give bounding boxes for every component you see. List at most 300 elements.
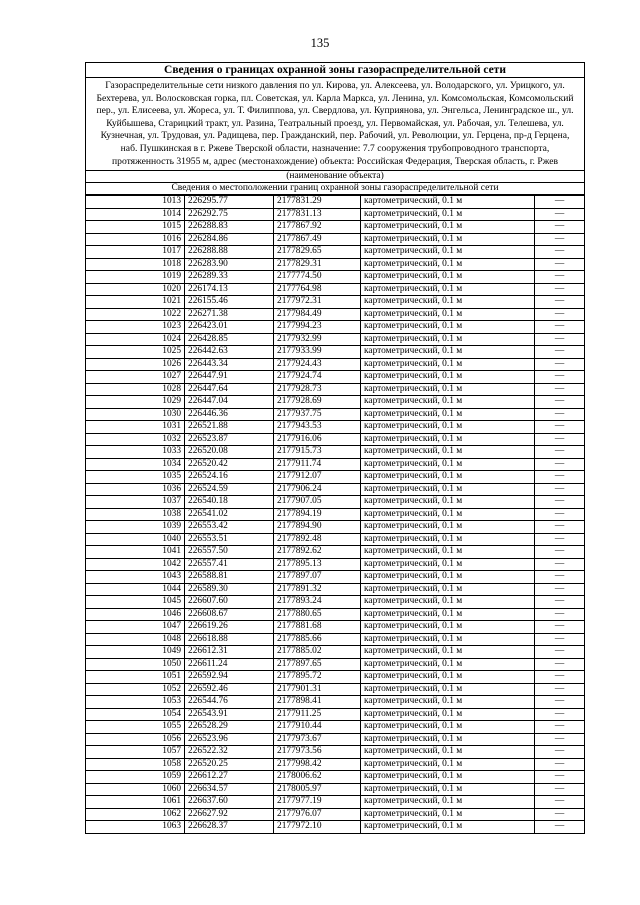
method-cell: картометрический, 0.1 м [361, 521, 535, 534]
x-coordinate-cell: 226288.83 [185, 221, 274, 234]
table-row [86, 308, 585, 321]
note-cell: — [535, 721, 585, 734]
note-cell: — [535, 483, 585, 496]
y-coordinate-cell: 2177895.72 [274, 671, 361, 684]
x-coordinate-cell: 226288.88 [185, 246, 274, 259]
point-number-cell: 1054 [86, 708, 185, 721]
point-number-cell: 1027 [86, 371, 185, 384]
table-row [86, 496, 585, 509]
point-number-cell: 1045 [86, 596, 185, 609]
note-cell: — [535, 533, 585, 546]
x-coordinate-cell: 226271.38 [185, 308, 274, 321]
y-coordinate-cell: 2177897.07 [274, 571, 361, 584]
point-number-cell: 1037 [86, 496, 185, 509]
x-coordinate-cell: 226612.27 [185, 771, 274, 784]
note-cell: — [535, 271, 585, 284]
method-cell: картометрический, 0.1 м [361, 458, 535, 471]
table-row [86, 671, 585, 684]
x-coordinate-cell: 226292.75 [185, 208, 274, 221]
table-row [86, 321, 585, 334]
x-coordinate-cell: 226637.60 [185, 796, 274, 809]
note-cell: — [535, 233, 585, 246]
point-number-cell: 1025 [86, 346, 185, 359]
x-coordinate-cell: 226592.94 [185, 671, 274, 684]
table-row [86, 233, 585, 246]
x-coordinate-cell: 226612.31 [185, 646, 274, 659]
table-row [86, 258, 585, 271]
y-coordinate-cell: 2177867.49 [274, 233, 361, 246]
x-coordinate-cell: 226553.42 [185, 521, 274, 534]
method-cell: картометрический, 0.1 м [361, 196, 535, 209]
y-coordinate-cell: 2177881.68 [274, 621, 361, 634]
method-cell: картометрический, 0.1 м [361, 783, 535, 796]
point-number-cell: 1042 [86, 558, 185, 571]
method-cell: картометрический, 0.1 м [361, 708, 535, 721]
table-row [86, 546, 585, 559]
document-body [85, 62, 585, 834]
note-cell: — [535, 471, 585, 484]
point-number-cell: 1030 [86, 408, 185, 421]
y-coordinate-cell: 2177911.25 [274, 708, 361, 721]
y-coordinate-cell: 2177912.07 [274, 471, 361, 484]
table-row [86, 646, 585, 659]
x-coordinate-cell: 226295.77 [185, 196, 274, 209]
x-coordinate-cell: 226607.60 [185, 596, 274, 609]
y-coordinate-cell: 2177885.66 [274, 633, 361, 646]
table-row [86, 458, 585, 471]
y-coordinate-cell: 2177901.31 [274, 683, 361, 696]
method-cell: картометрический, 0.1 м [361, 383, 535, 396]
point-number-cell: 1057 [86, 746, 185, 759]
method-cell: картометрический, 0.1 м [361, 321, 535, 334]
x-coordinate-cell: 226523.87 [185, 433, 274, 446]
x-coordinate-cell: 226627.92 [185, 808, 274, 821]
method-cell: картометрический, 0.1 м [361, 733, 535, 746]
y-coordinate-cell: 2178005.97 [274, 783, 361, 796]
note-cell: — [535, 508, 585, 521]
note-cell: — [535, 821, 585, 834]
x-coordinate-cell: 226524.59 [185, 483, 274, 496]
x-coordinate-cell: 226524.16 [185, 471, 274, 484]
x-coordinate-cell: 226423.01 [185, 321, 274, 334]
y-coordinate-cell: 2177898.41 [274, 696, 361, 709]
y-coordinate-cell: 2177924.43 [274, 358, 361, 371]
x-coordinate-cell: 226544.76 [185, 696, 274, 709]
method-cell: картометрический, 0.1 м [361, 821, 535, 834]
method-cell: картометрический, 0.1 м [361, 358, 535, 371]
point-number-cell: 1043 [86, 571, 185, 584]
note-cell: — [535, 333, 585, 346]
y-coordinate-cell: 2177764.98 [274, 283, 361, 296]
point-number-cell: 1031 [86, 421, 185, 434]
table-row [86, 371, 585, 384]
table-row [86, 808, 585, 821]
note-cell: — [535, 371, 585, 384]
point-number-cell: 1038 [86, 508, 185, 521]
x-coordinate-cell: 226428.85 [185, 333, 274, 346]
note-cell: — [535, 521, 585, 534]
x-coordinate-cell: 226618.88 [185, 633, 274, 646]
note-cell: — [535, 346, 585, 359]
point-number-cell: 1014 [86, 208, 185, 221]
x-coordinate-cell: 226611.24 [185, 658, 274, 671]
table-row [86, 533, 585, 546]
table-row [86, 433, 585, 446]
y-coordinate-cell: 2177892.62 [274, 546, 361, 559]
table-row [86, 208, 585, 221]
y-coordinate-cell: 2177972.31 [274, 296, 361, 309]
y-coordinate-cell: 2177998.42 [274, 758, 361, 771]
method-cell: картометрический, 0.1 м [361, 283, 535, 296]
x-coordinate-cell: 226528.29 [185, 721, 274, 734]
note-cell: — [535, 446, 585, 459]
table-row [86, 783, 585, 796]
note-cell: — [535, 633, 585, 646]
x-coordinate-cell: 226553.51 [185, 533, 274, 546]
method-cell: картометрический, 0.1 м [361, 496, 535, 509]
y-coordinate-cell: 2177932.99 [274, 333, 361, 346]
note-cell: — [535, 321, 585, 334]
point-number-cell: 1018 [86, 258, 185, 271]
table-row [86, 246, 585, 259]
y-coordinate-cell: 2177906.24 [274, 483, 361, 496]
point-number-cell: 1056 [86, 733, 185, 746]
method-cell: картометрический, 0.1 м [361, 246, 535, 259]
note-cell: — [535, 196, 585, 209]
table-row [86, 696, 585, 709]
point-number-cell: 1047 [86, 621, 185, 634]
point-number-cell: 1051 [86, 671, 185, 684]
note-cell: — [535, 558, 585, 571]
note-cell: — [535, 671, 585, 684]
y-coordinate-cell: 2177973.67 [274, 733, 361, 746]
note-cell: — [535, 458, 585, 471]
y-coordinate-cell: 2177829.65 [274, 246, 361, 259]
note-cell: — [535, 758, 585, 771]
method-cell: картометрический, 0.1 м [361, 221, 535, 234]
table-row [86, 446, 585, 459]
x-coordinate-cell: 226634.57 [185, 783, 274, 796]
table-row [86, 408, 585, 421]
note-cell: — [535, 296, 585, 309]
note-cell: — [535, 208, 585, 221]
y-coordinate-cell: 2177894.19 [274, 508, 361, 521]
table-row [86, 483, 585, 496]
table-row [86, 683, 585, 696]
method-cell: картометрический, 0.1 м [361, 558, 535, 571]
note-cell: — [535, 771, 585, 784]
method-cell: картометрический, 0.1 м [361, 433, 535, 446]
method-cell: картометрический, 0.1 м [361, 446, 535, 459]
point-number-cell: 1049 [86, 646, 185, 659]
table-row [86, 271, 585, 284]
method-cell: картометрический, 0.1 м [361, 621, 535, 634]
note-cell: — [535, 433, 585, 446]
point-number-cell: 1059 [86, 771, 185, 784]
note-cell: — [535, 696, 585, 709]
note-cell: — [535, 408, 585, 421]
x-coordinate-cell: 226619.26 [185, 621, 274, 634]
page-number: 135 [310, 36, 330, 50]
point-number-cell: 1048 [86, 633, 185, 646]
x-coordinate-cell: 226592.46 [185, 683, 274, 696]
method-cell: картометрический, 0.1 м [361, 721, 535, 734]
point-number-cell: 1046 [86, 608, 185, 621]
note-cell: — [535, 746, 585, 759]
object-description: Газораспределительные сети низкого давления по ул. Кирова, ул. Алексеева, ул. Володарского, ул. Урицкого, ул. Бехтерева, ул. Волосковская горка, пл. Советская, ул. Карла Маркса, ул. Ленина, ул. Комсомольская, Комсомольский пер., ул. Елисеева, ул. Жореса, ул. Т. Филиппова, ул. Свердлова, ул. Куприянова, ул. Энгельса, Ленинградское ш., ул. Куйбышева, Старицкий тракт, ул. Разина, Театральный проезд, ул. Первомайская, ул. Рабочая, ул. Телешева, ул. Кузнечная, ул. Трудовая, ул. Радищева, пер. Гражданский, пер. Рабочий, ул. Революции, ул. Герцена, пр-д Герцена, наб. Пушкинская в г. Ржеве Тверской области, назначение: 7.7 сооружения трубопроводного транспорта, протяженность 31955 м, адрес (местонахождение) объекта: Российская Федерация, Тверская область, г. Ржев [86, 78, 585, 171]
method-cell: картометрический, 0.1 м [361, 596, 535, 609]
point-number-cell: 1013 [86, 196, 185, 209]
method-cell: картометрический, 0.1 м [361, 533, 535, 546]
method-cell: картометрический, 0.1 м [361, 471, 535, 484]
note-cell: — [535, 421, 585, 434]
table-row [86, 383, 585, 396]
point-number-cell: 1029 [86, 396, 185, 409]
object-caption: (наименование объекта) [86, 171, 585, 183]
point-number-cell: 1039 [86, 521, 185, 534]
note-cell: — [535, 358, 585, 371]
y-coordinate-cell: 2177907.05 [274, 496, 361, 509]
point-number-cell: 1044 [86, 583, 185, 596]
method-cell: картометрический, 0.1 м [361, 646, 535, 659]
y-coordinate-cell: 2177928.73 [274, 383, 361, 396]
note-cell: — [535, 708, 585, 721]
x-coordinate-cell: 226442.63 [185, 346, 274, 359]
point-number-cell: 1058 [86, 758, 185, 771]
x-coordinate-cell: 226446.36 [185, 408, 274, 421]
y-coordinate-cell: 2177831.13 [274, 208, 361, 221]
point-number-cell: 1052 [86, 683, 185, 696]
table-row [86, 196, 585, 209]
x-coordinate-cell: 226557.50 [185, 546, 274, 559]
method-cell: картометрический, 0.1 м [361, 333, 535, 346]
table-row [86, 571, 585, 584]
y-coordinate-cell: 2178006.62 [274, 771, 361, 784]
note-cell: — [535, 396, 585, 409]
method-cell: картометрический, 0.1 м [361, 233, 535, 246]
note-cell: — [535, 383, 585, 396]
point-number-cell: 1019 [86, 271, 185, 284]
y-coordinate-cell: 2177973.56 [274, 746, 361, 759]
y-coordinate-cell: 2177829.31 [274, 258, 361, 271]
method-cell: картометрический, 0.1 м [361, 346, 535, 359]
y-coordinate-cell: 2177831.29 [274, 196, 361, 209]
table-row [86, 521, 585, 534]
method-cell: картометрический, 0.1 м [361, 683, 535, 696]
table-row [86, 608, 585, 621]
table-row [86, 358, 585, 371]
y-coordinate-cell: 2177916.06 [274, 433, 361, 446]
point-number-cell: 1055 [86, 721, 185, 734]
x-coordinate-cell: 226608.67 [185, 608, 274, 621]
point-number-cell: 1040 [86, 533, 185, 546]
x-coordinate-cell: 226628.37 [185, 821, 274, 834]
point-number-cell: 1036 [86, 483, 185, 496]
method-cell: картометрический, 0.1 м [361, 758, 535, 771]
x-coordinate-cell: 226557.41 [185, 558, 274, 571]
method-cell: картометрический, 0.1 м [361, 296, 535, 309]
point-number-cell: 1015 [86, 221, 185, 234]
document-title: Сведения о границах охранной зоны газораспределительной сети [86, 63, 585, 78]
y-coordinate-cell: 2177937.75 [274, 408, 361, 421]
point-number-cell: 1053 [86, 696, 185, 709]
method-cell: картометрический, 0.1 м [361, 671, 535, 684]
x-coordinate-cell: 226588.81 [185, 571, 274, 584]
table-row [86, 333, 585, 346]
header-table [85, 62, 585, 195]
x-coordinate-cell: 226520.08 [185, 446, 274, 459]
note-cell: — [535, 796, 585, 809]
note-cell: — [535, 546, 585, 559]
method-cell: картометрический, 0.1 м [361, 396, 535, 409]
y-coordinate-cell: 2177880.65 [274, 608, 361, 621]
table-row [86, 508, 585, 521]
point-number-cell: 1061 [86, 796, 185, 809]
point-number-cell: 1026 [86, 358, 185, 371]
method-cell: картометрический, 0.1 м [361, 583, 535, 596]
table-row [86, 746, 585, 759]
table-row [86, 583, 585, 596]
x-coordinate-cell: 226520.25 [185, 758, 274, 771]
note-cell: — [535, 258, 585, 271]
method-cell: картометрический, 0.1 м [361, 208, 535, 221]
point-number-cell: 1023 [86, 321, 185, 334]
point-number-cell: 1033 [86, 446, 185, 459]
point-number-cell: 1016 [86, 233, 185, 246]
method-cell: картометрический, 0.1 м [361, 796, 535, 809]
method-cell: картометрический, 0.1 м [361, 258, 535, 271]
table-row [86, 821, 585, 834]
point-number-cell: 1050 [86, 658, 185, 671]
point-number-cell: 1035 [86, 471, 185, 484]
note-cell: — [535, 608, 585, 621]
y-coordinate-cell: 2177897.65 [274, 658, 361, 671]
x-coordinate-cell: 226289.33 [185, 271, 274, 284]
point-number-cell: 1024 [86, 333, 185, 346]
note-cell: — [535, 583, 585, 596]
method-cell: картометрический, 0.1 м [361, 371, 535, 384]
y-coordinate-cell: 2177894.90 [274, 521, 361, 534]
x-coordinate-cell: 226447.04 [185, 396, 274, 409]
table-row [86, 283, 585, 296]
y-coordinate-cell: 2177928.69 [274, 396, 361, 409]
method-cell: картометрический, 0.1 м [361, 571, 535, 584]
x-coordinate-cell: 226541.02 [185, 508, 274, 521]
y-coordinate-cell: 2177885.02 [274, 646, 361, 659]
y-coordinate-cell: 2177895.13 [274, 558, 361, 571]
note-cell: — [535, 658, 585, 671]
point-number-cell: 1062 [86, 808, 185, 821]
point-number-cell: 1041 [86, 546, 185, 559]
y-coordinate-cell: 2177994.23 [274, 321, 361, 334]
y-coordinate-cell: 2177893.24 [274, 596, 361, 609]
y-coordinate-cell: 2177915.73 [274, 446, 361, 459]
x-coordinate-cell: 226589.30 [185, 583, 274, 596]
table-row [86, 558, 585, 571]
note-cell: — [535, 596, 585, 609]
note-cell: — [535, 621, 585, 634]
method-cell: картометрический, 0.1 м [361, 408, 535, 421]
point-number-cell: 1034 [86, 458, 185, 471]
point-number-cell: 1017 [86, 246, 185, 259]
y-coordinate-cell: 2177972.10 [274, 821, 361, 834]
x-coordinate-cell: 226174.13 [185, 283, 274, 296]
note-cell: — [535, 221, 585, 234]
x-coordinate-cell: 226543.91 [185, 708, 274, 721]
method-cell: картометрический, 0.1 м [361, 746, 535, 759]
point-number-cell: 1022 [86, 308, 185, 321]
y-coordinate-cell: 2177774.50 [274, 271, 361, 284]
table-row [86, 596, 585, 609]
y-coordinate-cell: 2177976.07 [274, 808, 361, 821]
table-row [86, 721, 585, 734]
x-coordinate-cell: 226523.96 [185, 733, 274, 746]
note-cell: — [535, 783, 585, 796]
point-number-cell: 1028 [86, 383, 185, 396]
note-cell: — [535, 496, 585, 509]
method-cell: картометрический, 0.1 м [361, 308, 535, 321]
method-cell: картометрический, 0.1 м [361, 808, 535, 821]
x-coordinate-cell: 226155.46 [185, 296, 274, 309]
x-coordinate-cell: 226284.86 [185, 233, 274, 246]
table-row [86, 296, 585, 309]
x-coordinate-cell: 226447.64 [185, 383, 274, 396]
x-coordinate-cell: 226522.32 [185, 746, 274, 759]
method-cell: картометрический, 0.1 м [361, 421, 535, 434]
note-cell: — [535, 683, 585, 696]
table-row [86, 633, 585, 646]
note-cell: — [535, 571, 585, 584]
point-number-cell: 1020 [86, 283, 185, 296]
section-title: Сведения о местоположении границ охранной зоны газораспределительной сети [86, 183, 585, 195]
y-coordinate-cell: 2177924.74 [274, 371, 361, 384]
x-coordinate-cell: 226521.88 [185, 421, 274, 434]
table-row [86, 771, 585, 784]
note-cell: — [535, 283, 585, 296]
y-coordinate-cell: 2177933.99 [274, 346, 361, 359]
y-coordinate-cell: 2177943.53 [274, 421, 361, 434]
table-row [86, 658, 585, 671]
table-row [86, 396, 585, 409]
point-number-cell: 1032 [86, 433, 185, 446]
note-cell: — [535, 733, 585, 746]
note-cell: — [535, 308, 585, 321]
y-coordinate-cell: 2177911.74 [274, 458, 361, 471]
table-row [86, 221, 585, 234]
table-row [86, 796, 585, 809]
table-row [86, 471, 585, 484]
point-number-cell: 1063 [86, 821, 185, 834]
y-coordinate-cell: 2177984.49 [274, 308, 361, 321]
y-coordinate-cell: 2177891.32 [274, 583, 361, 596]
note-cell: — [535, 246, 585, 259]
y-coordinate-cell: 2177867.92 [274, 221, 361, 234]
y-coordinate-cell: 2177977.19 [274, 796, 361, 809]
method-cell: картометрический, 0.1 м [361, 771, 535, 784]
table-row [86, 421, 585, 434]
table-row [86, 621, 585, 634]
method-cell: картометрический, 0.1 м [361, 633, 535, 646]
x-coordinate-cell: 226447.91 [185, 371, 274, 384]
x-coordinate-cell: 226443.34 [185, 358, 274, 371]
point-number-cell: 1021 [86, 296, 185, 309]
table-row [86, 758, 585, 771]
x-coordinate-cell: 226520.42 [185, 458, 274, 471]
y-coordinate-cell: 2177910.44 [274, 721, 361, 734]
method-cell: картометрический, 0.1 м [361, 508, 535, 521]
x-coordinate-cell: 226283.90 [185, 258, 274, 271]
point-number-cell: 1060 [86, 783, 185, 796]
